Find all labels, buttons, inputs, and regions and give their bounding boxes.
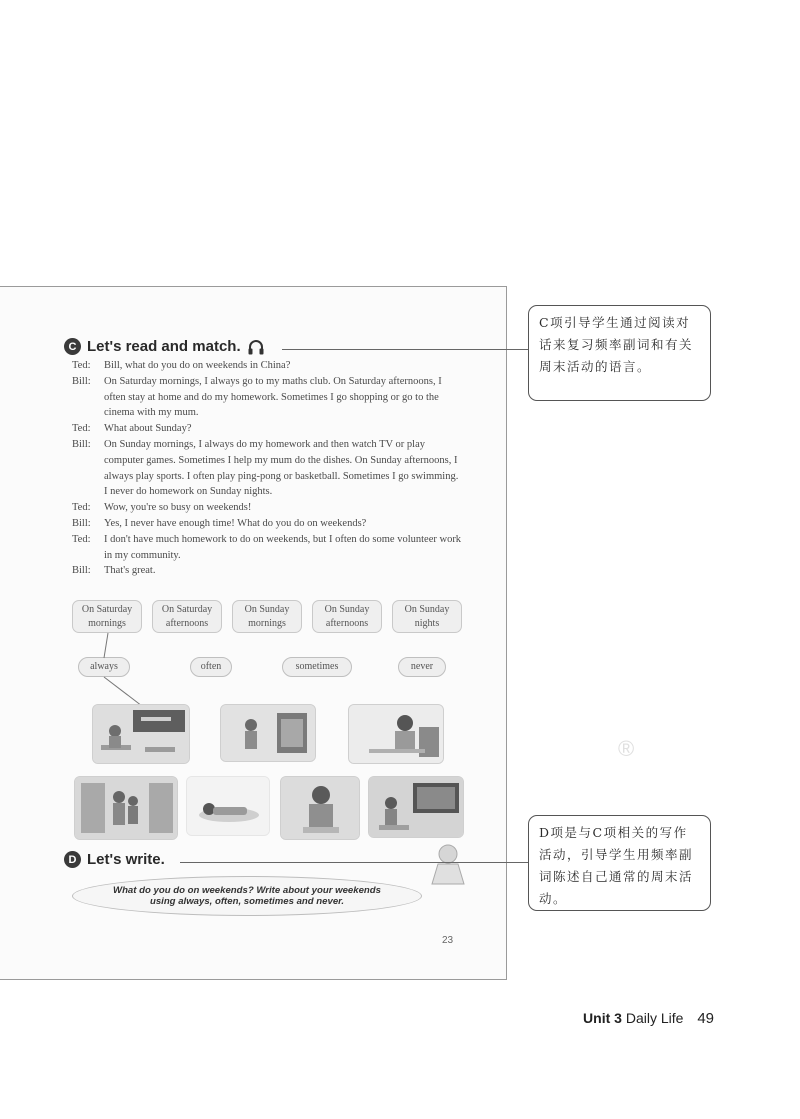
leader-line-c xyxy=(282,349,528,350)
section-d-heading xyxy=(64,851,165,868)
registered-watermark: ® xyxy=(618,736,635,761)
speaker: Ted: xyxy=(72,423,91,435)
tv-illustration xyxy=(369,777,464,838)
picture-homework[interactable] xyxy=(348,704,444,764)
speaker: Ted: xyxy=(72,502,91,514)
picture-dishes[interactable] xyxy=(280,776,360,840)
speaker: Bill: xyxy=(72,565,91,577)
time-line1: On Saturday xyxy=(81,603,133,615)
time-line1: On Sunday xyxy=(404,603,450,615)
frequency-often[interactable]: often xyxy=(190,657,232,677)
section-c-letter: C xyxy=(64,338,81,355)
picture-swimming[interactable] xyxy=(186,776,270,836)
section-d-title: Let's write. xyxy=(87,851,165,868)
dialogue-text: Bill, what do you do on weekends in China? xyxy=(104,360,291,371)
time-line2: nights xyxy=(414,617,440,629)
time-line2: mornings xyxy=(248,617,286,629)
girl-mascot-illustration xyxy=(424,840,470,886)
note-section-c: C项引导学生通过阅读对话来复习频率副词和有关周末活动的语言。 xyxy=(528,305,711,401)
footer-unit: Unit 3 xyxy=(583,1010,622,1026)
note-section-d: D项是与C项相关的写作活动，引导学生用频率副词陈述自己通常的周末活动。 xyxy=(528,815,711,911)
prompt-line-1: What do you do on weekends? Write about your weekends xyxy=(113,885,381,896)
page-footer xyxy=(583,1010,714,1027)
frequency-sometimes[interactable]: sometimes xyxy=(282,657,352,677)
prompt-line-2: using always, often, sometimes and never. xyxy=(149,896,345,907)
dialogue-text: On Saturday mornings, I always go to my maths club. On Saturday afternoons, I often stay at home and do my homework. Sometimes I go shopping or go to the cinema with my mum. xyxy=(104,375,442,419)
dialogue-text: What about Sunday? xyxy=(104,423,192,435)
cinema-illustration xyxy=(221,705,316,762)
dialogue-text: Yes, I never have enough time! What do you do on weekends? xyxy=(104,517,367,529)
speaker: Bill: xyxy=(72,517,91,529)
speaker: Bill: xyxy=(72,375,91,387)
time-line2: afternoons xyxy=(325,617,369,629)
time-line1: On Saturday xyxy=(161,603,213,615)
footer-page-number: 49 xyxy=(697,1010,714,1027)
speaker: Bill: xyxy=(72,438,91,450)
speaker: Ted: xyxy=(72,533,91,545)
time-line1: On Sunday xyxy=(244,603,290,615)
time-line2: afternoons xyxy=(165,617,209,629)
textbook-page-number: 23 xyxy=(442,935,454,946)
footer-title: Daily Life xyxy=(625,1010,684,1026)
frequency-always[interactable]: always xyxy=(78,657,130,677)
picture-shopping[interactable] xyxy=(74,776,178,840)
dialogue-text: That's great. xyxy=(104,565,156,577)
picture-cinema[interactable] xyxy=(220,704,316,762)
picture-watch-tv[interactable] xyxy=(368,776,464,838)
frequency-never[interactable]: never xyxy=(398,657,446,677)
swimming-illustration xyxy=(187,777,270,836)
dialogue-text: I don't have much homework to do on weekends, but I often do some volunteer work in my community. xyxy=(104,533,462,561)
speaker: Ted: xyxy=(72,360,91,371)
dishes-illustration xyxy=(281,777,360,840)
leader-line-d xyxy=(180,862,528,863)
time-line1: On Sunday xyxy=(324,603,370,615)
section-c-title: Let's read and match. xyxy=(87,338,241,355)
dialogue-text: Wow, you're so busy on weekends! xyxy=(104,502,252,514)
section-d-letter: D xyxy=(64,851,81,868)
picture-maths-club[interactable] xyxy=(92,704,190,764)
time-line2: mornings xyxy=(88,617,126,629)
homework-illustration xyxy=(349,705,444,764)
dialogue-text: On Sunday mornings, I always do my homework and then watch TV or play computer games. Sometimes I help my mum do the dishes. On Sunday afternoons, I always play sports. I often play ping-pong or basketball. Sometimes I go swimming. I never do homework on Sunday nights. xyxy=(104,438,459,498)
shopping-illustration xyxy=(75,777,178,840)
writing-prompt xyxy=(72,876,422,916)
classroom-illustration xyxy=(93,705,190,764)
